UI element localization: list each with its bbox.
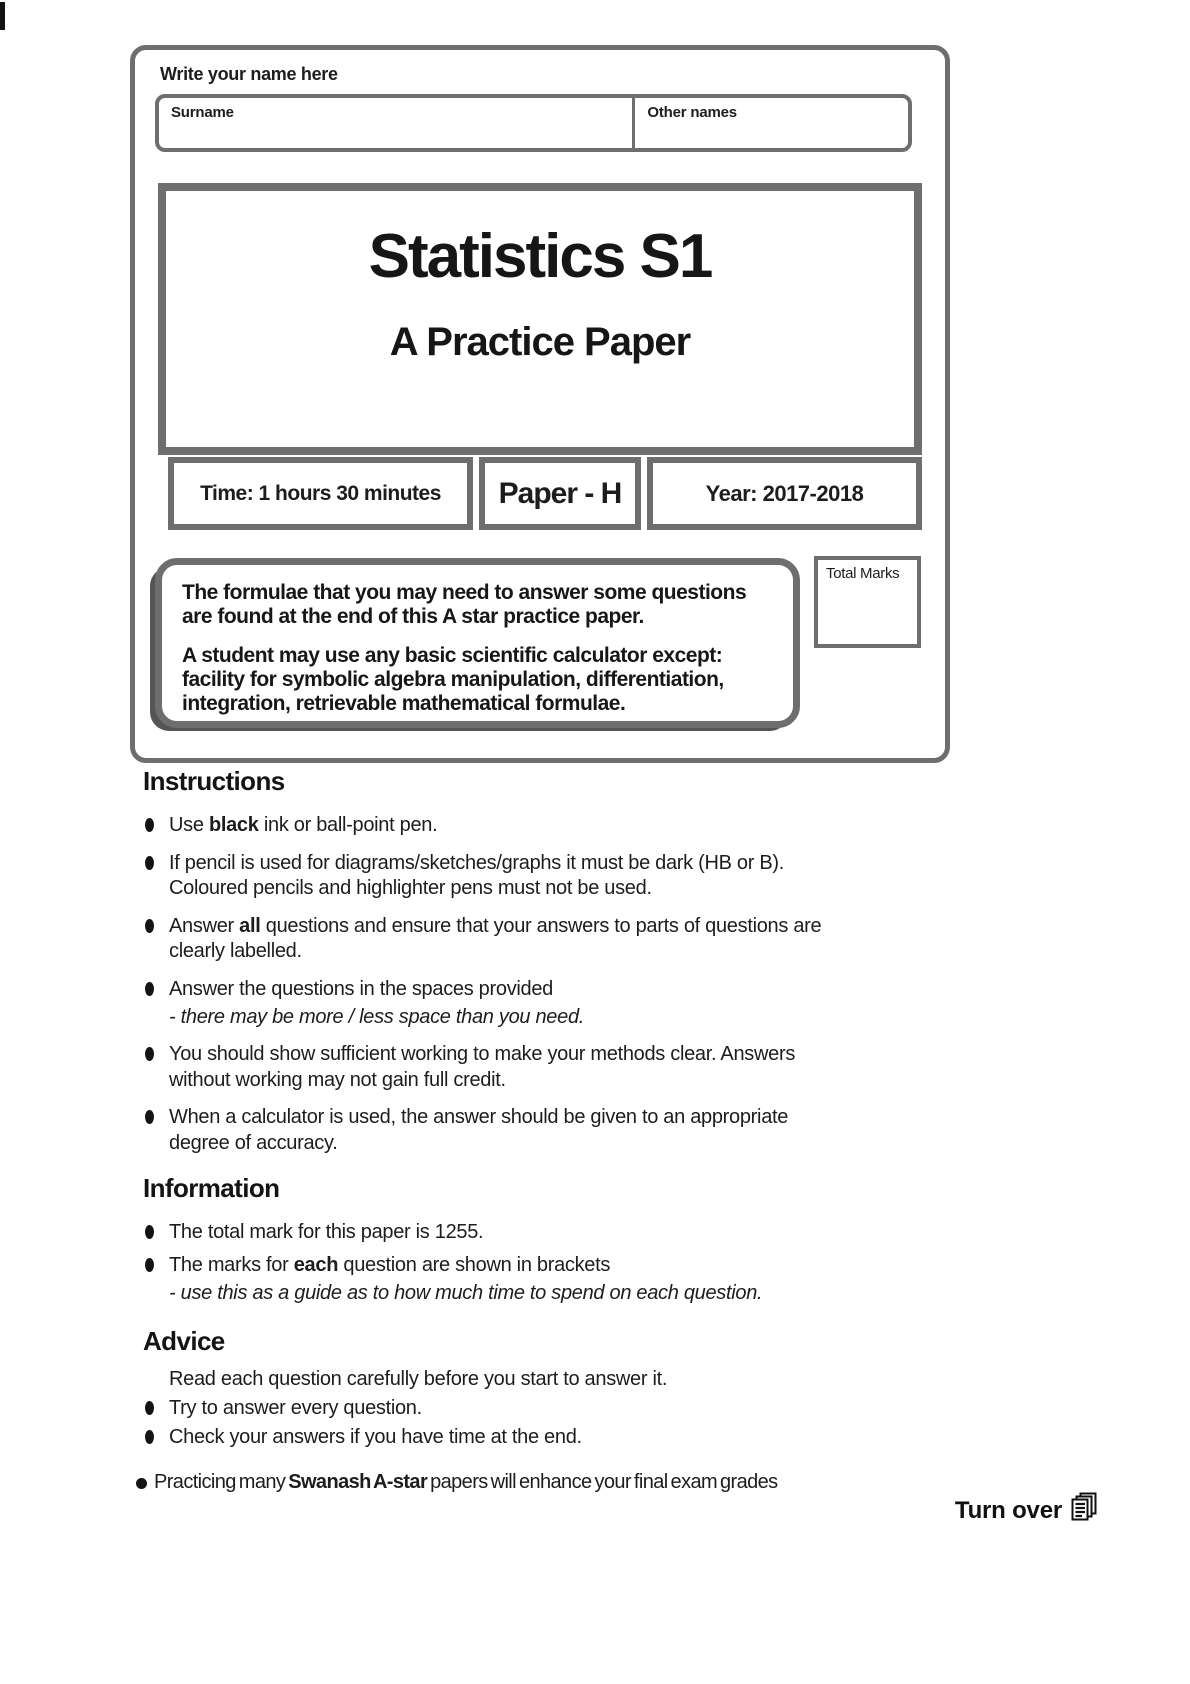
cover-outer-box [130, 45, 950, 763]
list-item [143, 1220, 1033, 1246]
other-names-field[interactable] [635, 98, 908, 148]
bullet-icon [145, 1430, 154, 1444]
advice-section [143, 1326, 1033, 1495]
advice-heading: Advice [143, 1326, 225, 1357]
list-item [143, 1042, 1033, 1093]
name-entry-box [155, 94, 912, 152]
information-section [143, 1173, 1033, 1307]
list-item-text: The total mark for this paper is 1255. [169, 1220, 484, 1243]
exam-details-row [168, 457, 922, 530]
write-name-label: Write your name here [160, 64, 338, 84]
information-heading: Information [143, 1172, 280, 1203]
information-list [143, 1220, 1033, 1307]
list-item [143, 914, 1033, 965]
title-box [158, 183, 922, 455]
instructions-heading: Instructions [143, 766, 285, 796]
list-item [143, 851, 1033, 902]
bullet-icon [145, 919, 154, 933]
instructions-list [143, 813, 1033, 1157]
list-item [143, 1367, 1033, 1393]
bullet-icon [145, 982, 154, 996]
bullet-icon [136, 1478, 147, 1489]
formulae-notice-box [155, 558, 800, 728]
instructions-section [143, 766, 1033, 1157]
total-marks-label: Total Marks [826, 565, 900, 582]
year-cell: Year: 2017-2018 [647, 457, 922, 530]
list-item [143, 813, 1033, 839]
list-item [143, 1253, 1033, 1306]
other-names-label: Other names [647, 104, 737, 121]
list-item-text: Check your answers if you have time at the end. [169, 1425, 582, 1448]
list-item [143, 977, 1033, 1030]
print-registration-mark [0, 2, 5, 30]
list-item [143, 1105, 1033, 1156]
time-cell: Time: 1 hours 30 minutes [168, 457, 473, 530]
list-item [143, 1425, 1033, 1451]
paper-code-cell: Paper - H [479, 457, 641, 530]
paper-subtitle: A Practice Paper [389, 320, 691, 364]
list-item [143, 1396, 1033, 1422]
list-item-text: Answer all questions and ensure that your answers to parts of questions are clearly labelled. [169, 914, 822, 963]
list-item-text: Use black ink or ball-point pen. [169, 814, 438, 836]
bullet-icon [145, 1110, 154, 1124]
total-marks-box[interactable] [814, 556, 921, 648]
list-item-text: Practicing many Swanash A-star papers will enhance your final exam grades [154, 1471, 778, 1494]
turn-over-label: Turn over [954, 1496, 1062, 1524]
advice-list [143, 1367, 1033, 1495]
bullet-icon [145, 1258, 154, 1272]
list-item-text: The marks for each question are shown in brackets - use this as a guide as to how much time to spend on each question. [169, 1254, 763, 1304]
list-item-text: When a calculator is used, the answer should be given to an appropriate degree of accuracy. [169, 1106, 789, 1154]
bullet-icon [145, 1225, 154, 1239]
paper-title: Statistics S1 [368, 222, 712, 291]
list-item-text: You should show sufficient working to make your methods clear. Answers without working may not gain full credit. [169, 1043, 796, 1091]
bullet-icon [145, 1401, 154, 1415]
bullet-icon [145, 1047, 154, 1061]
list-item [136, 1470, 1033, 1496]
list-item-text: Answer the questions in the spaces provided - there may be more / less space than you need. [169, 977, 585, 1028]
surname-field[interactable] [159, 98, 635, 148]
list-item-text: Try to answer every question. [169, 1396, 422, 1419]
list-item-text: Read each question carefully before you start to answer it. [169, 1368, 668, 1391]
bullet-icon [145, 856, 154, 870]
turn-over-pages-icon [1071, 1492, 1098, 1529]
turn-over-indicator [955, 1492, 1098, 1529]
formulae-notice-text: The formulae that you may need to answer some questions are found at the end of this A star practice paper. [182, 581, 747, 629]
cover-text-sections [143, 766, 1033, 1502]
surname-label: Surname [171, 104, 234, 121]
bullet-icon [145, 818, 154, 832]
calculator-notice-text: A student may use any basic scientific calculator except: facility for symbolic algebra manipulation, differentiation, integration, retrievable mathematical formulae. [182, 643, 724, 716]
list-item-text: If pencil is used for diagrams/sketches/graphs it must be dark (HB or B). Coloured pencils and highlighter pens must not be used. [169, 851, 785, 900]
